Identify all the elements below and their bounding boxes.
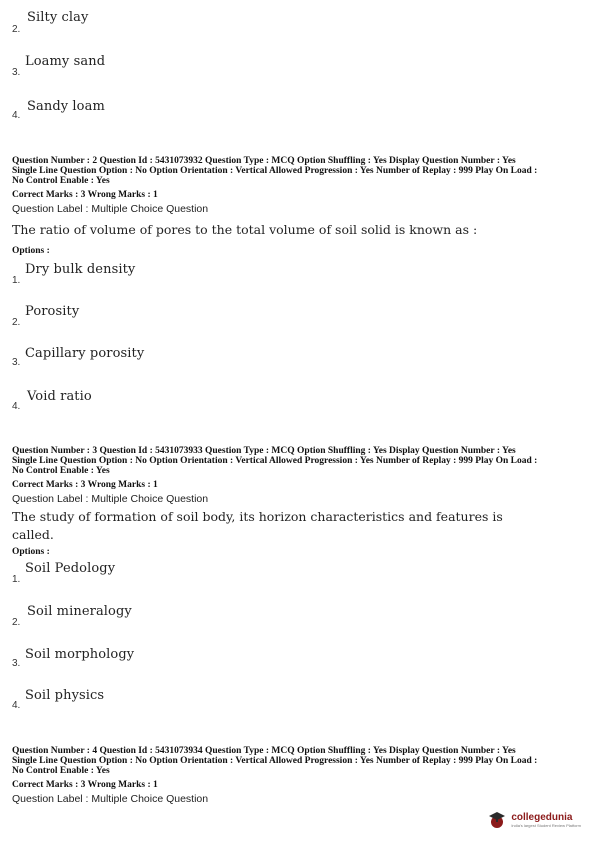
graduate-cap-icon	[487, 810, 507, 830]
option-text: Porosity	[25, 304, 80, 319]
option-number: 4.	[12, 110, 21, 121]
logo-brand-text: collegedunia	[511, 811, 573, 823]
option-text: Soil mineralogy	[27, 604, 132, 619]
question-label: Question Label : Multiple Choice Question	[12, 493, 209, 505]
options-heading: Options :	[12, 246, 50, 256]
question-meta-line: No Control Enable : Yes	[12, 176, 110, 186]
collegedunia-logo	[487, 810, 581, 830]
option-text: Soil morphology	[25, 647, 135, 662]
option-number: 3.	[12, 67, 21, 78]
option-number: 3.	[12, 357, 21, 368]
option-number: 1.	[12, 574, 21, 585]
option-text: Capillary porosity	[25, 346, 145, 361]
option-number: 4.	[12, 401, 21, 412]
question-text: The ratio of volume of pores to the total volume of soil solid is known as :	[12, 222, 478, 237]
option-number: 2.	[12, 24, 21, 35]
question-meta-line: Question Number : 2 Question Id : 5431073932 Question Type : MCQ Option Shuffling : Yes Display Question Number : Yes	[12, 156, 516, 166]
option-number: 2.	[12, 617, 21, 628]
option-text: Soil physics	[25, 688, 105, 703]
question-marks: Correct Marks : 3 Wrong Marks : 1	[12, 780, 158, 790]
question-meta-line: No Control Enable : Yes	[12, 466, 110, 476]
option-text: Soil Pedology	[25, 561, 116, 576]
option-number: 3.	[12, 658, 21, 669]
option-text: Silty clay	[27, 10, 89, 25]
question-text: called.	[12, 527, 54, 542]
option-text: Sandy loam	[27, 99, 105, 114]
question-meta-line: Single Line Question Option : No Option Orientation : Vertical Allowed Progression : Yes Number of Replay : 999 Play On Load :	[12, 456, 538, 466]
option-number: 4.	[12, 700, 21, 711]
question-label: Question Label : Multiple Choice Question	[12, 793, 209, 805]
logo-tagline: India's largest Student Review Platform	[511, 822, 581, 828]
question-meta-line: Question Number : 4 Question Id : 5431073934 Question Type : MCQ Option Shuffling : Yes Display Question Number : Yes	[12, 746, 516, 756]
option-number: 1.	[12, 275, 21, 286]
options-heading: Options :	[12, 547, 50, 557]
question-label: Question Label : Multiple Choice Question	[12, 203, 209, 215]
question-marks: Correct Marks : 3 Wrong Marks : 1	[12, 480, 158, 490]
question-text: The study of formation of soil body, its horizon characteristics and features is	[12, 509, 503, 524]
option-text: Loamy sand	[25, 54, 106, 69]
question-marks: Correct Marks : 3 Wrong Marks : 1	[12, 190, 158, 200]
option-text: Dry bulk density	[25, 262, 136, 277]
question-meta-line: Single Line Question Option : No Option Orientation : Vertical Allowed Progression : Yes Number of Replay : 999 Play On Load :	[12, 756, 538, 766]
question-meta-line: No Control Enable : Yes	[12, 766, 110, 776]
question-meta-line: Question Number : 3 Question Id : 5431073933 Question Type : MCQ Option Shuffling : Yes Display Question Number : Yes	[12, 446, 516, 456]
option-number: 2.	[12, 317, 21, 328]
option-text: Void ratio	[27, 389, 92, 404]
question-meta-line: Single Line Question Option : No Option Orientation : Vertical Allowed Progression : Yes Number of Replay : 999 Play On Load :	[12, 166, 538, 176]
